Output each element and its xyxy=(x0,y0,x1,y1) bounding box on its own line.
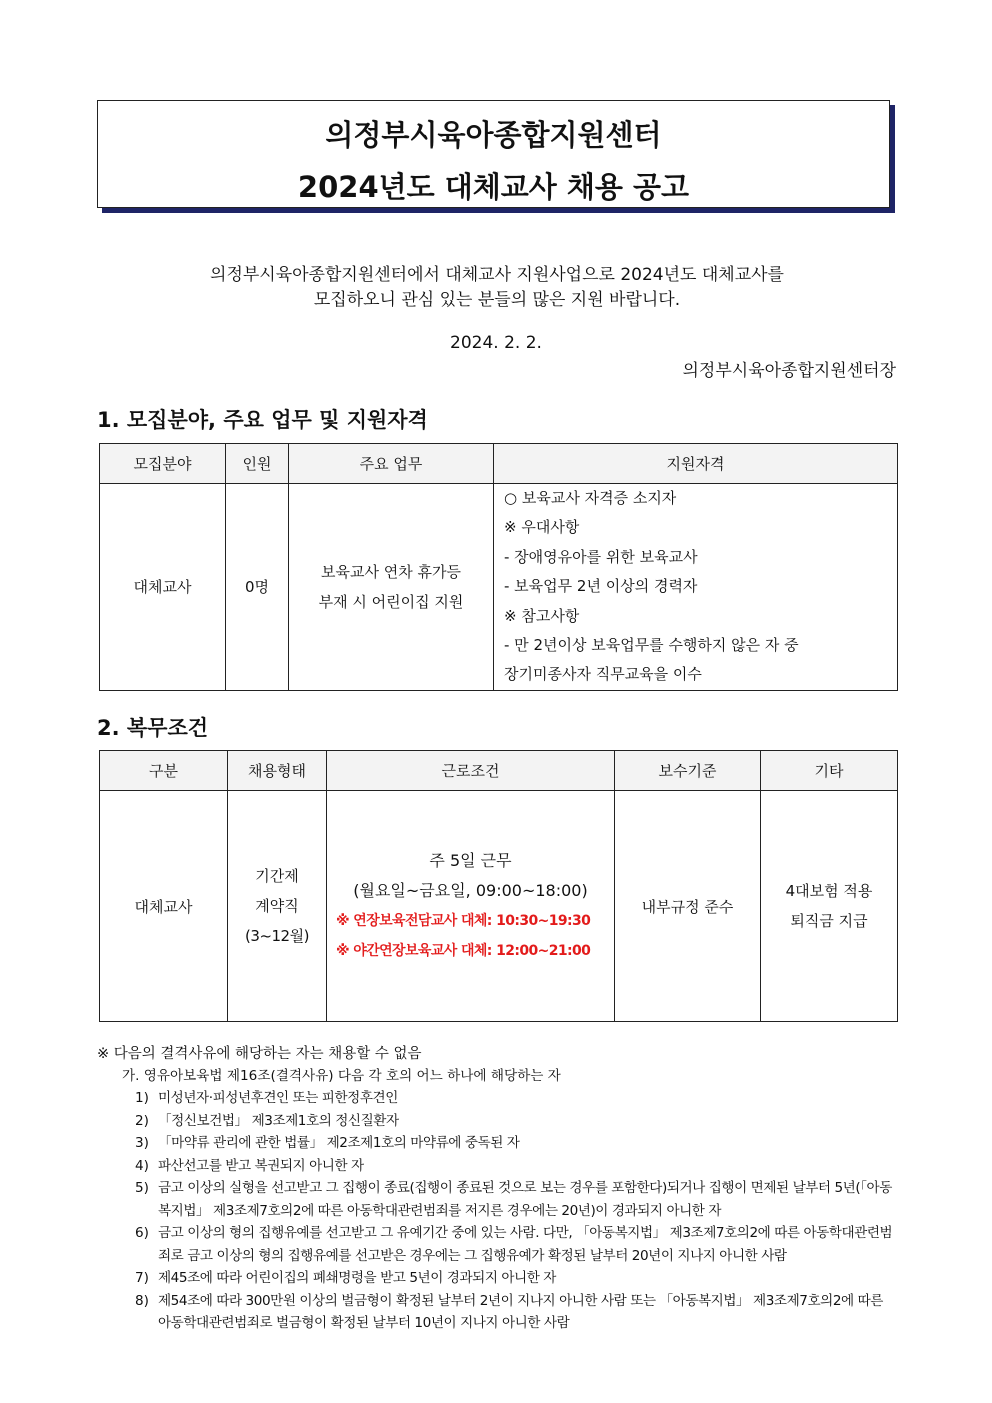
note-item xyxy=(97,1132,897,1155)
qualification-line: - 보육업무 2년 이상의 경력자 xyxy=(504,577,698,596)
condition-line: 주 5일 근무 xyxy=(429,851,512,870)
header-count: 인원 xyxy=(226,444,289,484)
notice-date: 2024. 2. 2. xyxy=(450,333,542,353)
etc-line: 퇴직금 지급 xyxy=(790,912,868,930)
intro-line-2: 모집하오니 관심 있는 분들의 많은 지원 바랍니다. xyxy=(313,290,681,310)
qualification-line: 장기미종사자 직무교육을 이수 xyxy=(504,665,702,684)
issuer: 의정부시육아종합지원센터장 xyxy=(682,361,896,381)
note-text: 제45조에 따라 어린이집의 폐쇄명령을 받고 5년이 경과되지 아니한 자 xyxy=(158,1270,556,1286)
qualification-line: ※ 참고사항 xyxy=(504,606,580,625)
title-line-2: 2024년도 대체교사 채용 공고 xyxy=(297,170,690,204)
intro-line-1: 의정부시육아종합지원센터에서 대체교사 지원사업으로 2024년도 대체교사를 xyxy=(210,265,784,285)
qualification-cell xyxy=(494,484,898,691)
header-category: 구분 xyxy=(100,751,228,791)
duty-line-1: 보육교사 연차 휴가등 xyxy=(321,562,461,581)
note-number: 8) xyxy=(135,1292,149,1309)
note-item xyxy=(97,1267,897,1290)
note-item xyxy=(97,1155,897,1178)
condition-red-line: ※ 야간연장보육교사 대체: 12:00~21:00 xyxy=(336,943,591,959)
note-text: 금고 이상의 실형을 선고받고 그 집행이 종료(집행이 종료된 것으로 보는 경우를 포함한다)되거나 집행이 면제된 날부터 5년(「아동복지법」 제3조제7호의2에 따른 아동학대관련범죄를 저지른 경우에는 20년)이 경과되지 아니한 자 xyxy=(158,1180,892,1219)
note-item xyxy=(97,1087,897,1110)
etc-line: 4대보험 적용 xyxy=(785,882,873,900)
header-employment: 채용형태 xyxy=(228,751,327,791)
etc-cell xyxy=(761,791,898,1022)
note-number: 5) xyxy=(135,1180,149,1196)
category-cell: 대체교사 xyxy=(100,791,228,1022)
note-number: 1) xyxy=(135,1090,149,1106)
note-number: 3) xyxy=(135,1135,149,1151)
conditions-table xyxy=(99,750,898,1022)
note-text: 파산선고를 받고 복권되지 아니한 자 xyxy=(158,1157,364,1174)
qualification-line: ○ 보육교사 자격증 소지자 xyxy=(504,489,677,507)
condition-line: (월요일~금요일, 09:00~18:00) xyxy=(353,881,588,900)
conditions-cell xyxy=(327,791,615,1022)
note-text: 「마약류 관리에 관한 법률」 제2조제1호의 마약류에 중독된 자 xyxy=(158,1135,520,1151)
note-item xyxy=(97,1177,897,1222)
header-field: 모집분야 xyxy=(100,444,226,484)
duty-line-2: 부재 시 어린이집 지원 xyxy=(318,592,464,611)
count-cell: 0명 xyxy=(226,484,289,691)
note-text: 「정신보건법」 제3조제1호의 정신질환자 xyxy=(158,1112,399,1129)
notes-subheading: 가. 영유아보육법 제16조(결격사유) 다음 각 호의 어느 하나에 해당하는 자 xyxy=(122,1068,561,1084)
header-conditions: 근로조건 xyxy=(327,751,615,791)
section1-title: 1. 모집분야, 주요 업무 및 지원자격 xyxy=(97,408,428,432)
field-cell: 대체교사 xyxy=(100,484,226,691)
header-etc: 기타 xyxy=(761,751,898,791)
note-number: 4) xyxy=(135,1157,149,1174)
header-qualification: 지원자격 xyxy=(494,444,898,484)
header-pay: 보수기준 xyxy=(615,751,761,791)
notes-heading: ※ 다음의 결격사유에 해당하는 자는 채용할 수 없음 xyxy=(97,1046,422,1062)
qualification-line: - 만 2년이상 보육업무를 수행하지 않은 자 중 xyxy=(504,635,799,654)
duty-cell xyxy=(289,484,494,691)
header-duty: 주요 업무 xyxy=(289,444,494,484)
employment-line: 계약직 xyxy=(255,897,299,915)
note-text: 미성년자·피성년후견인 또는 피한정후견인 xyxy=(158,1090,398,1106)
section2-title: 2. 복무조건 xyxy=(97,716,209,740)
recruitment-table xyxy=(99,443,898,691)
note-number: 7) xyxy=(135,1270,149,1286)
title-line-1: 의정부시육아종합지원센터 xyxy=(325,118,662,152)
note-item xyxy=(97,1222,897,1267)
condition-red-line: ※ 연장보육전담교사 대체: 10:30~19:30 xyxy=(336,913,591,929)
pay-cell: 내부규정 준수 xyxy=(615,791,761,1022)
qualification-line: ※ 우대사항 xyxy=(504,518,580,537)
employment-line: 기간제 xyxy=(255,867,299,885)
employment-cell xyxy=(228,791,327,1022)
employment-line: (3~12월) xyxy=(245,927,309,945)
note-text: 금고 이상의 형의 집행유예를 선고받고 그 유예기간 중에 있는 사람. 다만, 「아동복지법」 제3조제7호의2에 따른 아동학대관련범죄로 금고 이상의 형의 집행유예를 선고받은 경우에는 그 집행유예가 확정된 날부터 20년이 지나지 아니한 사람 xyxy=(158,1225,893,1264)
disqualification-notes xyxy=(97,1043,897,1335)
title-box xyxy=(97,100,890,208)
note-text: 제54조에 따라 300만원 이상의 벌금형이 확정된 날부터 2년이 지나지 아니한 사람 또는 「아동복지법」 제3조제7호의2에 따른 아동학대관련범죄로 벌금형이 확정된 날부터 10년이 지나지 아니한 사람 xyxy=(158,1292,883,1331)
note-number: 6) xyxy=(135,1225,149,1241)
qualification-line: - 장애영유아를 위한 보육교사 xyxy=(504,547,698,566)
note-item xyxy=(97,1290,897,1335)
note-number: 2) xyxy=(135,1112,149,1129)
note-item xyxy=(97,1110,897,1133)
